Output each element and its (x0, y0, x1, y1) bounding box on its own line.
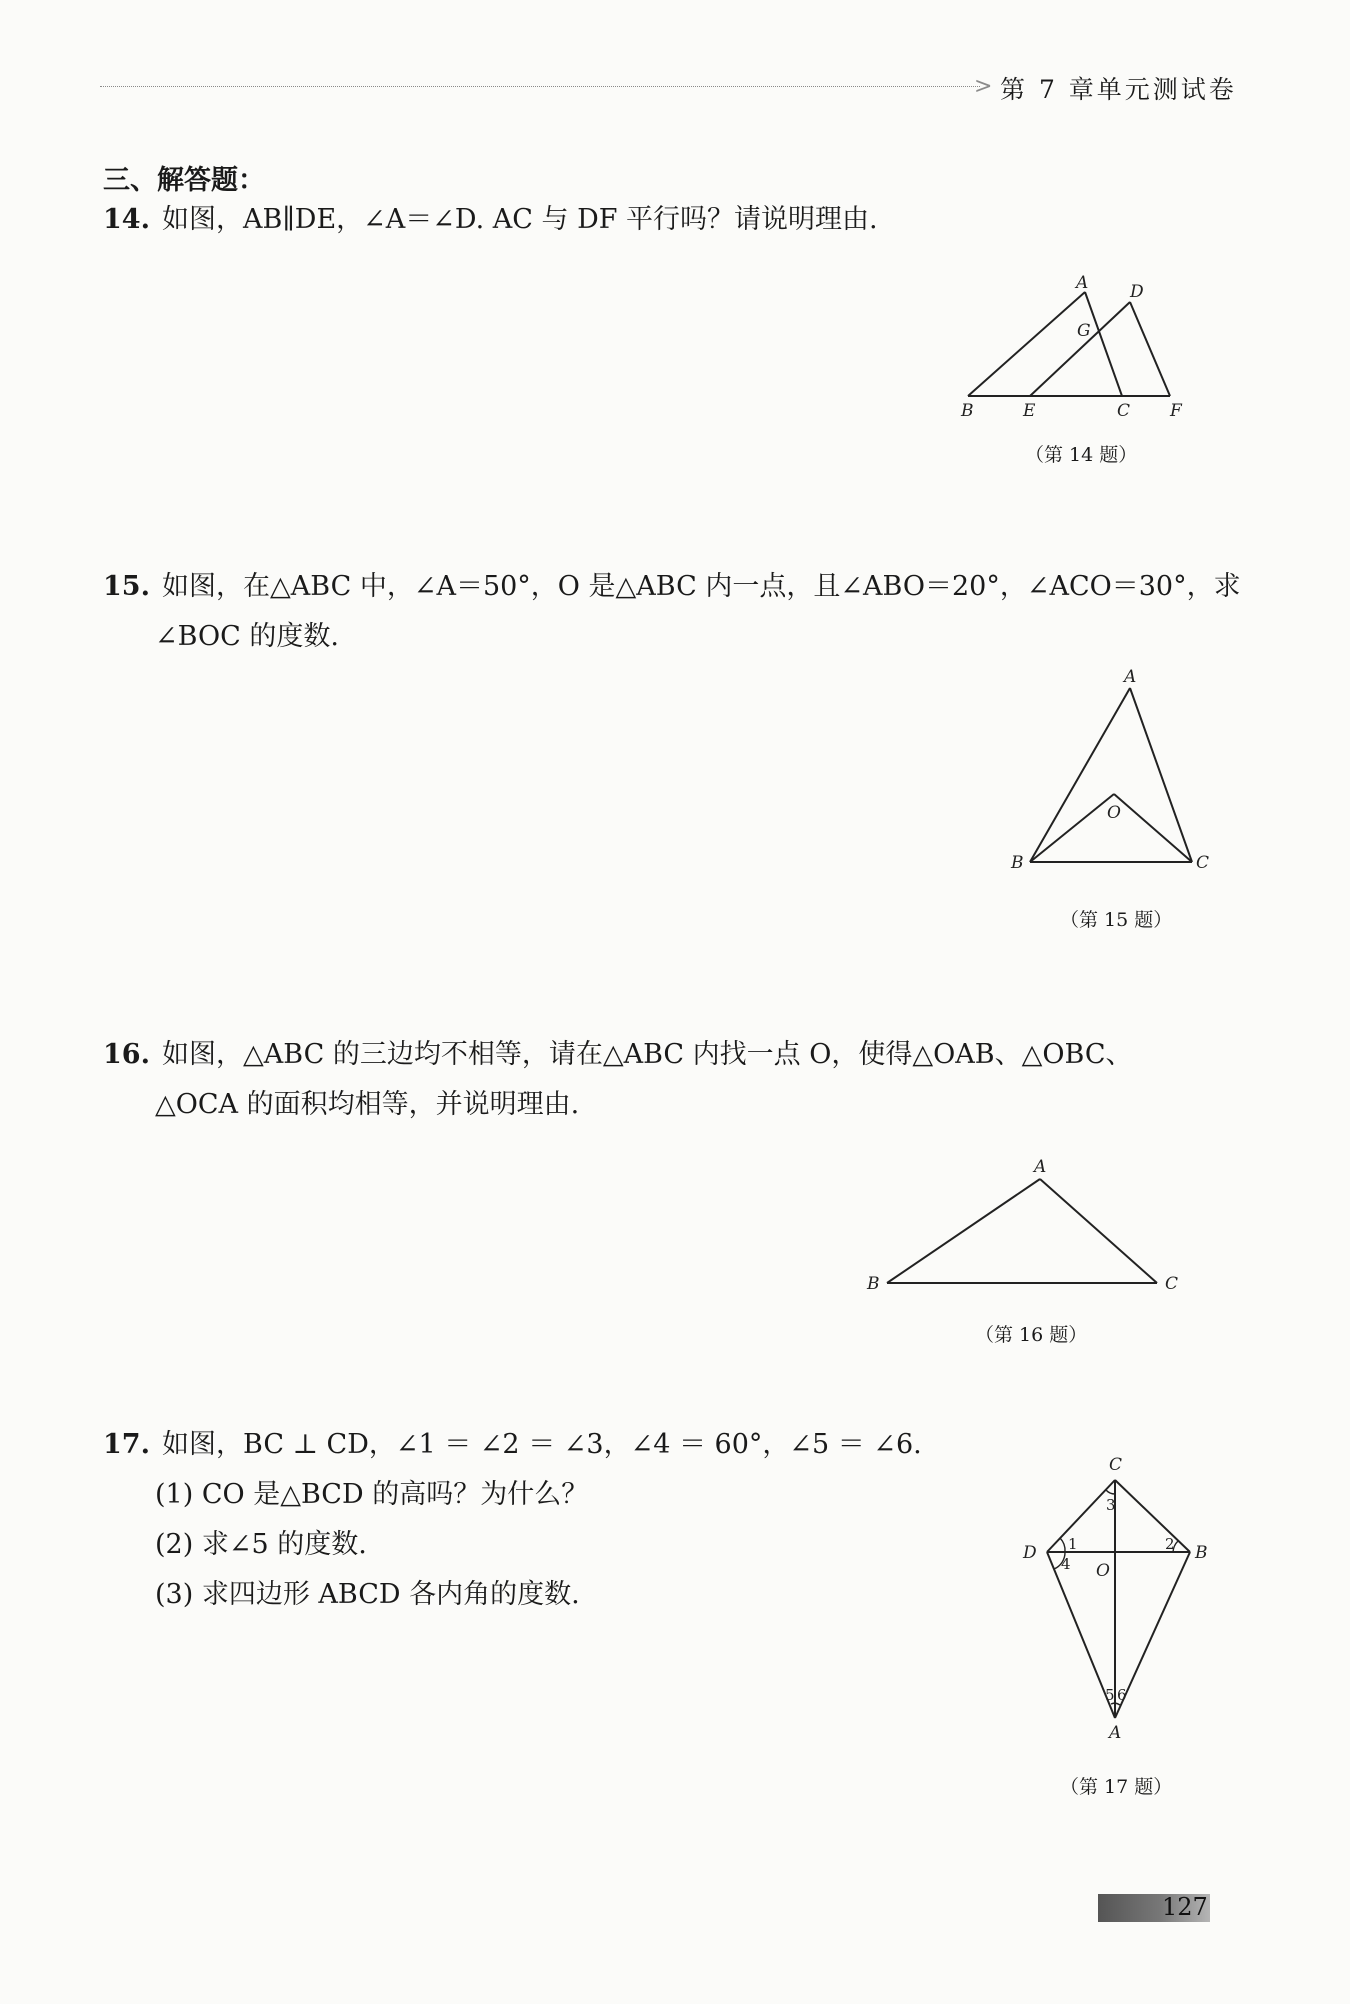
header-arrow-icon: > (974, 74, 993, 99)
label-c: C (1109, 1455, 1123, 1475)
angle-label-5: 5 (1105, 1686, 1115, 1704)
question-number: 16. (103, 1039, 150, 1070)
angle-label-1: 1 (1068, 1535, 1078, 1553)
question-text-line2: ∠BOC 的度数. (155, 621, 339, 652)
label-g: G (1077, 321, 1091, 341)
question-17 (103, 1420, 922, 1620)
segment-ab (887, 1179, 1040, 1283)
sub-question-1: (1) CO 是△BCD 的高吗？为什么？ (155, 1479, 589, 1510)
angle-label-6: 6 (1117, 1686, 1127, 1704)
angle-3-arc (1106, 1490, 1115, 1494)
question-text: 如图，AB∥DE，∠A＝∠D. AC 与 DF 平行吗？请说明理由. (161, 204, 878, 235)
segment-cd (1047, 1480, 1115, 1552)
label-f: F (1170, 401, 1182, 421)
label-b: B (1195, 1543, 1208, 1563)
figure-15 (1010, 667, 1210, 880)
label-a: A (1034, 1157, 1047, 1177)
angle-label-2: 2 (1165, 1535, 1175, 1553)
section-title: 三、解答题： (103, 165, 265, 196)
question-number: 17. (103, 1429, 150, 1460)
question-number: 15. (103, 571, 150, 602)
question-text: 如图，BC ⊥ CD，∠1 ＝ ∠2 ＝ ∠3，∠4 ＝ 60°，∠5 ＝ ∠6. (161, 1429, 922, 1460)
figure-14 (960, 270, 1200, 420)
label-c: C (1196, 853, 1210, 873)
segment-ed (1030, 302, 1130, 396)
label-c: C (1165, 1274, 1179, 1294)
label-a: A (1109, 1723, 1122, 1743)
figure-17 (1010, 1452, 1230, 1747)
segment-cb (1115, 1480, 1190, 1552)
angle-label-4: 4 (1061, 1555, 1071, 1573)
label-d: D (1023, 1543, 1037, 1563)
label-c: C (1117, 401, 1131, 421)
question-16 (103, 1030, 1133, 1130)
segment-df (1130, 302, 1170, 396)
page-number: 127 (1162, 1893, 1208, 1921)
figure-caption: （第 15 题） (1060, 909, 1173, 931)
label-b: B (1011, 853, 1024, 873)
question-15 (103, 562, 1241, 662)
label-a: A (1076, 273, 1089, 293)
label-b: B (961, 401, 974, 421)
label-d: D (1130, 282, 1144, 302)
question-text-line1: 如图，在△ABC 中，∠A＝50°，O 是△ABC 内一点，且∠ABO＝20°，∠ACO＝30°，求 (161, 571, 1241, 602)
label-b: B (867, 1274, 880, 1294)
header-rule (100, 86, 980, 87)
question-14 (103, 195, 878, 245)
chapter-header: 第 7 章单元测试卷 (1000, 75, 1237, 104)
figure-16 (865, 1155, 1185, 1295)
figure-caption: （第 16 题） (975, 1324, 1088, 1346)
segment-ac (1040, 1179, 1157, 1283)
angle-1-arc (1060, 1538, 1065, 1552)
label-o: O (1096, 1561, 1110, 1581)
segment-ab (968, 292, 1085, 396)
angle-label-3: 3 (1106, 1496, 1116, 1514)
label-a: A (1124, 667, 1137, 687)
sub-question-3: (3) 求四边形 ABCD 各内角的度数. (155, 1579, 580, 1610)
figure-caption: （第 17 题） (1060, 1776, 1173, 1798)
label-o: O (1107, 803, 1121, 823)
segment-bo (1030, 794, 1114, 862)
question-number: 14. (103, 204, 150, 235)
label-e: E (1023, 401, 1036, 421)
question-text-line1: 如图，△ABC 的三边均不相等，请在△ABC 内找一点 O，使得△OAB、△OBC、 (161, 1039, 1133, 1070)
segment-ac (1085, 292, 1122, 396)
segment-ab (1030, 688, 1130, 862)
sub-question-2: (2) 求∠5 的度数. (155, 1529, 367, 1560)
figure-caption: （第 14 题） (1025, 444, 1138, 466)
question-text-line2: △OCA 的面积均相等，并说明理由. (155, 1089, 580, 1120)
